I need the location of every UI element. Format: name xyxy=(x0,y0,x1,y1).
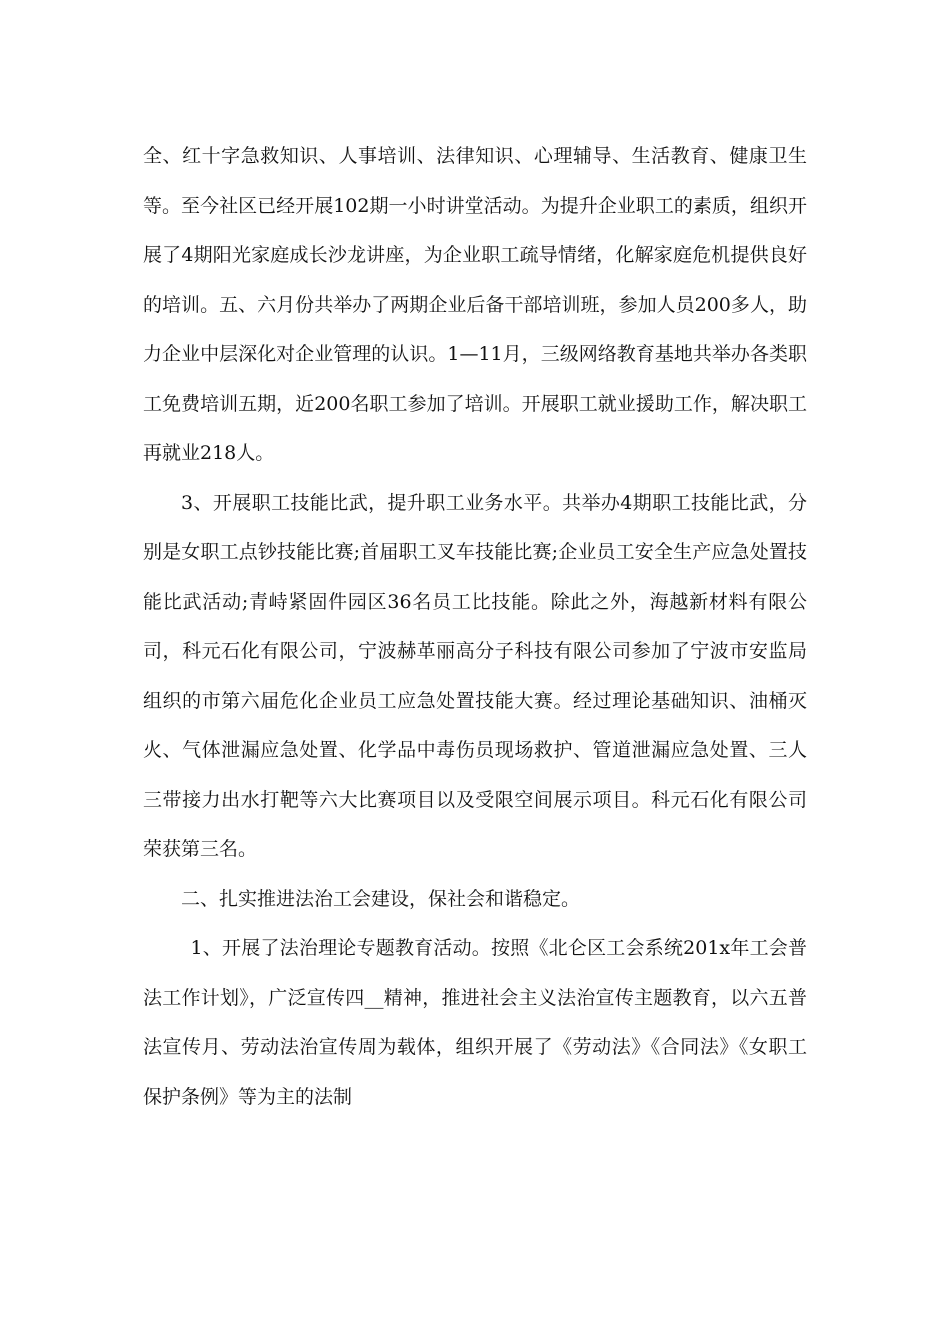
section-heading-rule-of-law: 二、扎实推进法治工会建设，保社会和谐稳定。 xyxy=(181,887,581,910)
paragraph-legal-education: 1、开展了法治理论专题教育活动。按照《北仑区工会系统201x年工会普法工作计划》，广泛宣传四__精神，推进社会主义法治宣传主题教育，以六五普法宣传月、劳动法治宣传周为载体，组织开展了《劳动法》《合同法》《女职工保护条例》等为主的法制 xyxy=(143,937,807,1108)
paragraph-training-summary: 全、红十字急救知识、人事培训、法律知识、心理辅导、生活教育、健康卫生等。至今社区已经开展102期一小时讲堂活动。为提升企业职工的素质，组织开展了4期阳光家庭成长沙龙讲座，为企业职工疏导情绪，化解家庭危机提供良好的培训。五、六月份共举办了两期企业后备干部培训班，参加人员200多人，助力企业中层深化对企业管理的认识。1—11月，三级网络教育基地共举办各类职工免费培训五期，近200名职工参加了培训。开展职工就业援助工作，解决职工再就业218人。 xyxy=(143,145,807,464)
document-body xyxy=(143,132,807,1122)
paragraph-skills-competition: 3、开展职工技能比武，提升职工业务水平。共举办4期职工技能比武，分别是女职工点钞技能比赛;首届职工叉车技能比赛;企业员工安全生产应急处置技能比武活动;青峙紧固件园区36名员工比技能。除此之外，海越新材料有限公司，科元石化有限公司，宁波赫革丽高分子科技有限公司参加了宁波市安监局组织的市第六届危化企业员工应急处置技能大赛。经过理论基础知识、油桶灭火、气体泄漏应急处置、化学品中毒伤员现场救护、管道泄漏应急处置、三人三带接力出水打靶等六大比赛项目以及受限空间展示项目。科元石化有限公司荣获第三名。 xyxy=(143,491,807,860)
